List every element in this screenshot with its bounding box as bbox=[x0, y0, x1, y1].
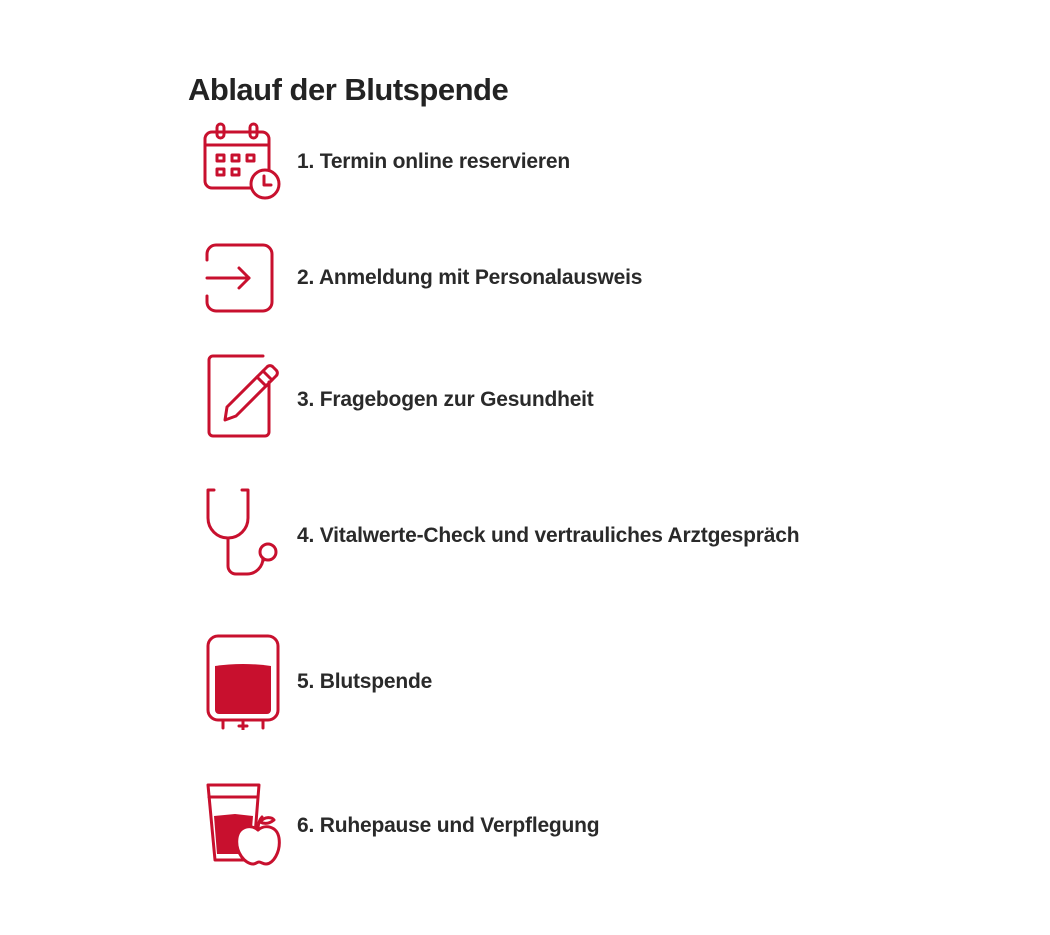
calendar-clock-icon bbox=[195, 114, 291, 210]
step-5 bbox=[195, 634, 895, 730]
sign-in-arrow-icon bbox=[195, 230, 291, 326]
blood-bag-icon bbox=[195, 634, 291, 730]
step-2 bbox=[195, 230, 895, 326]
drink-and-apple-icon bbox=[195, 778, 291, 874]
step-label: 1. Termin online reservieren bbox=[297, 150, 570, 173]
page-title: Ablauf der Blutspende bbox=[188, 72, 509, 107]
step-label: 5. Blutspende bbox=[297, 670, 433, 693]
step-label: 2. Anmeldung mit Personalausweis bbox=[297, 266, 643, 289]
form-pencil-icon bbox=[195, 352, 291, 448]
step-label: 4. Vitalwerte-Check und vertrauliches Arztgespräch bbox=[297, 524, 800, 547]
step-6 bbox=[195, 778, 895, 874]
stethoscope-icon bbox=[195, 488, 291, 584]
step-label: 6. Ruhepause und Verpflegung bbox=[297, 814, 600, 837]
step-label: 3. Fragebogen zur Gesundheit bbox=[297, 388, 594, 411]
step-3 bbox=[195, 352, 895, 448]
step-4 bbox=[195, 488, 895, 584]
step-1 bbox=[195, 114, 895, 210]
